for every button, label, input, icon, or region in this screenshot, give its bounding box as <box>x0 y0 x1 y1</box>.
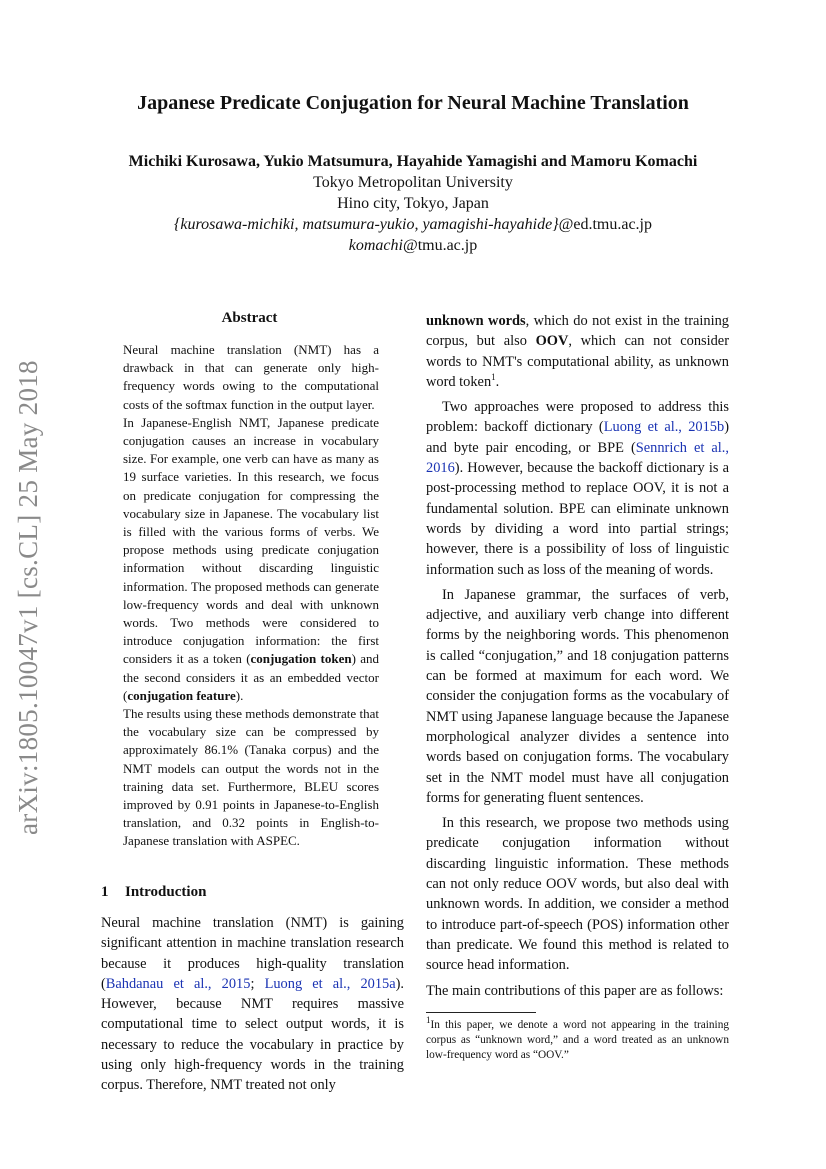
abstract-paragraph: In Japanese-English NMT, Japanese predicate conjugation causes an increase in vocabulary size. For example, one verb can have as many as 19 surface varieties. In this research, we focus on predicate conjugation for compressing the vocabulary size in Japanese. The vocabulary list is filled with the various forms of verbs. We propose methods using predicate conjugation information without discarding linguistic information. The proposed methods can generate low-frequency words and deal with unknown words. Two methods were considered to introduce conjugation information: the first considers it as a token (conjugation token) and the second considers it as an embedded vector (conjugation feature). <box>123 414 379 703</box>
abstract-paragraph: Neural machine translation (NMT) has a drawback in that can generate only high-frequency words owing to the computational costs of the softmax function in the output layer. <box>123 342 379 412</box>
intro-paragraph-1: Neural machine translation (NMT) is gaining significant attention in machine translation research because it produces high-quality translation (Bahdanau et al., 2015; Luong et al., 2015a). However, because NMT requires massive computational time to select output words, it is necessary to reduce the vocabulary in practice by using only high-frequency words in the training corpus. Therefore, NMT treated not only <box>101 915 404 1094</box>
right-column <box>426 311 729 1006</box>
author-block <box>80 151 746 256</box>
email-user: komachi <box>348 237 403 254</box>
citation-link[interactable]: Luong et al., 2015b <box>603 419 725 436</box>
citation-link[interactable]: Sennrich et al., 2016 <box>426 439 729 477</box>
email-users: {kurosawa-michiki, matsumura-yukio, yamagishi-hayahide} <box>174 216 559 233</box>
citation-link[interactable]: Bahdanau et al., 2015 <box>105 975 251 992</box>
section-title: Introduction <box>125 884 207 900</box>
footnote-divider <box>426 1012 536 1013</box>
abstract-body <box>123 341 379 851</box>
abstract-paragraph: The results using these methods demonstrate that the vocabulary size can be compressed by approximately 86.1% (Tanaka corpus) and the NMT models can output the words not in the training data set. Furthermore, BLEU scores improved by 0.91 points in Japanese-to-English translation, and 0.32 points in English-to-Japanese translation with ASPEC. <box>123 706 379 849</box>
affiliation: Tokyo Metropolitan University <box>313 174 513 191</box>
abstract-heading: Abstract <box>221 310 278 326</box>
citation-link[interactable]: Luong et al., 2015a <box>264 975 396 992</box>
email-line-2 <box>80 235 746 256</box>
location: Hino city, Tokyo, Japan <box>337 195 489 212</box>
author-names: Michiki Kurosawa, Yukio Matsumura, Hayahide Yamagishi and Mamoru Komachi <box>128 153 698 170</box>
footnote-text: In this paper, we denote a word not appearing in the training corpus as “unknown word,” and a word treated as an unknown low-frequency word as “OOV.” <box>426 1019 729 1061</box>
paper-title: Japanese Predicate Conjugation for Neural Machine Translation <box>137 92 689 114</box>
arxiv-identifier: arXiv:1805.10047v1 [cs.CL] 25 May 2018 <box>13 360 43 835</box>
intro-paragraph-2: Two approaches were proposed to address this problem: backoff dictionary (Luong et al., 2015b) and byte pair encoding, or BPE (Sennrich et al., 2016). However, because the backoff dictionary is a post-processing method to replace OOV, it is not a fundamental solution. BPE can eliminate unknown words by dividing a word into partial strings; however, there is a possibility of loss of linguistic information such as loss of the meaning of words. <box>426 399 729 578</box>
intro-paragraph-3: In Japanese grammar, the surfaces of verb, adjective, and auxiliary verb change into different forms by the neighboring words. This phenomenon is called “conjugation,” and 18 conjugation patterns can be formed at maximum for each word. We consider the conjugation forms as the vocabulary of NMT using Japanese language because the Japanese morphological analyzer divides a sentence into words based on conjugation forms. The vocabulary set in the NMT model must have all conjugation forms for generating fluent sentences. <box>426 586 729 806</box>
section-heading <box>101 884 206 901</box>
email-domain-2: @tmu.ac.jp <box>402 237 478 254</box>
intro-paragraph-4: In this research, we propose two methods using predicate conjugation information without discarding linguistic information. These methods can not only reduce OOV words, but also deal with unknown words. In addition, we consider a method to introduce part-of-speech (POS) information other than predicate. We found this method is related to source head information. <box>426 815 729 974</box>
intro-paragraph-5: The main contributions of this paper are as follows: <box>426 982 724 999</box>
section-number: 1 <box>101 884 109 900</box>
intro-paragraph-1-cont: unknown words, which do not exist in the training corpus, but also OOV, which can not consider words to NMT's computational ability, as unknown word token$^1$. <box>426 313 730 390</box>
footnote <box>426 1015 729 1063</box>
footnote-marker[interactable]: 1 <box>491 372 496 383</box>
footnote-number: 1 <box>426 1015 431 1026</box>
email-domain: @ed.tmu.ac.jp <box>558 216 652 233</box>
email-line-1 <box>80 214 746 235</box>
